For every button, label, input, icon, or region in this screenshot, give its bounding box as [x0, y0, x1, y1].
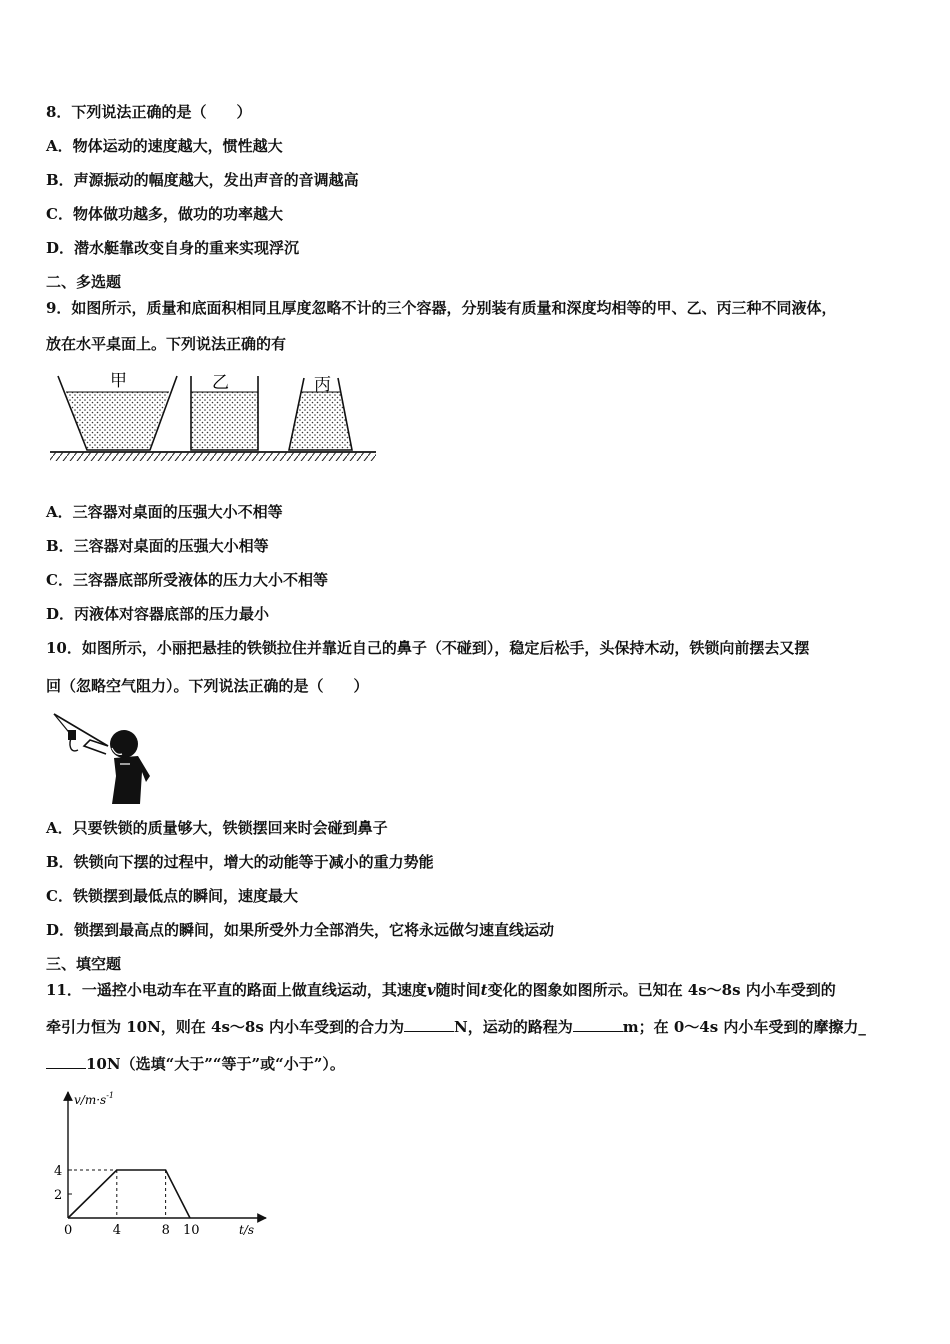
q9-stem-line1: 9．如图所示，质量和底面积相同且厚度忽略不计的三个容器，分别装有质量和深度均相等的甲、乙、丙三种不同液体， — [46, 299, 837, 317]
chart-xtick-0: 0 — [64, 1223, 73, 1238]
q11-line1-b: 随时间 — [435, 981, 481, 999]
q10-option-c: C．铁锁摆到最低点的瞬间，速度最大 — [46, 887, 298, 905]
q11-line3-b: 10N（选填“大于”“等于”或“小于”）。 — [86, 1055, 345, 1073]
q9-option-b: B．三容器对桌面的压强大小相等 — [46, 537, 269, 555]
q11-var-t: t — [480, 981, 488, 999]
q10-option-b: B．铁锁向下摆的过程中，增大的动能等于减小的重力势能 — [46, 853, 434, 871]
girl-head — [110, 730, 138, 758]
chart-ylabel-sup: -1 — [106, 1091, 114, 1100]
q11-line2 — [46, 1017, 866, 1037]
q11-line1-c: 变化的图象如图所示。已知在 4s～8s 内小车受到的 — [487, 981, 836, 999]
chart-ytick-4: 4 — [54, 1164, 63, 1179]
table-surface — [50, 452, 376, 461]
q8-option-a: A．物体运动的速度越大，惯性越大 — [46, 137, 283, 155]
q9-option-d: D．丙液体对容器底部的压力最小 — [46, 605, 270, 623]
q8-stem: 8．下列说法正确的是（ ） — [46, 103, 252, 121]
chart-xtick-10: 10 — [183, 1223, 200, 1238]
q10-stem-line2: 回（忽略空气阻力）。下列说法正确的是（ ） — [46, 677, 369, 695]
q11-blank-friction[interactable] — [46, 1054, 86, 1069]
label-yi: 乙 — [212, 373, 229, 393]
q11-var-v: v — [426, 981, 436, 999]
chart-ylabel — [74, 1091, 114, 1107]
q11-line2-c: m；在 0～4s 内小车受到的摩擦力 — [622, 1018, 859, 1036]
q10-option-d: D．锁摆到最高点的瞬间，如果所受外力全部消失，它将永远做匀速直线运动 — [46, 921, 555, 939]
section-title-fill-in: 三、填空题 — [46, 955, 122, 973]
q11-blank-distance[interactable] — [573, 1017, 623, 1032]
q8-option-c: C．物体做功越多，做功的功率越大 — [46, 205, 283, 223]
chart-xtick-4: 4 — [112, 1223, 122, 1238]
q11-line2-b: N，运动的路程为 — [454, 1018, 573, 1036]
q11-line2-d: _ — [858, 1018, 866, 1036]
q9-containers-figure — [46, 366, 382, 466]
chart-xlabel: t/s — [239, 1223, 255, 1237]
q8-option-d: D．潜水艇靠改变自身的重来实现浮沉 — [46, 239, 300, 257]
iron-lock — [68, 730, 76, 740]
container-jia — [58, 371, 177, 450]
girl-body — [112, 756, 150, 804]
container-yi — [191, 373, 258, 450]
chart-ytick-2: 2 — [54, 1188, 63, 1203]
q11-line3 — [46, 1054, 345, 1074]
q11-line1 — [46, 980, 836, 1000]
q11-line1-a: 11．一遥控小电动车在平直的路面上做直线运动，其速度 — [46, 981, 427, 999]
q11-velocity-time-chart — [44, 1088, 274, 1238]
q9-option-c: C．三容器底部所受液体的压力大小不相等 — [46, 571, 328, 589]
label-bing: 丙 — [314, 375, 331, 395]
q8-option-b: B．声源振动的幅度越大，发出声音的音调越高 — [46, 171, 359, 189]
label-jia: 甲 — [110, 371, 127, 391]
q9-stem-line2: 放在水平桌面上。下列说法正确的有 — [46, 335, 287, 353]
section-title-multiple-choice: 二、多选题 — [46, 273, 122, 291]
q9-option-a: A．三容器对桌面的压强大小不相等 — [46, 503, 283, 521]
chart-ylabel-main: v/m·s — [74, 1093, 107, 1107]
q11-blank-net-force[interactable] — [404, 1017, 454, 1032]
container-bing — [289, 375, 352, 450]
q11-line2-a: 牵引力恒为 10N，则在 4s～8s 内小车受到的合力为 — [46, 1018, 405, 1036]
q10-option-a: A．只要铁锁的质量够大，铁锁摆回来时会碰到鼻子 — [46, 819, 388, 837]
chart-xtick-8: 8 — [161, 1223, 170, 1238]
q10-stem-line1: 10．如图所示，小丽把悬挂的铁锁拉住并靠近自己的鼻子（不碰到），稳定后松手，头保持木动，铁锁向前摆去又摆 — [46, 639, 810, 657]
chart-series-velocity — [68, 1170, 190, 1218]
q10-pendulum-girl-figure — [50, 710, 160, 806]
